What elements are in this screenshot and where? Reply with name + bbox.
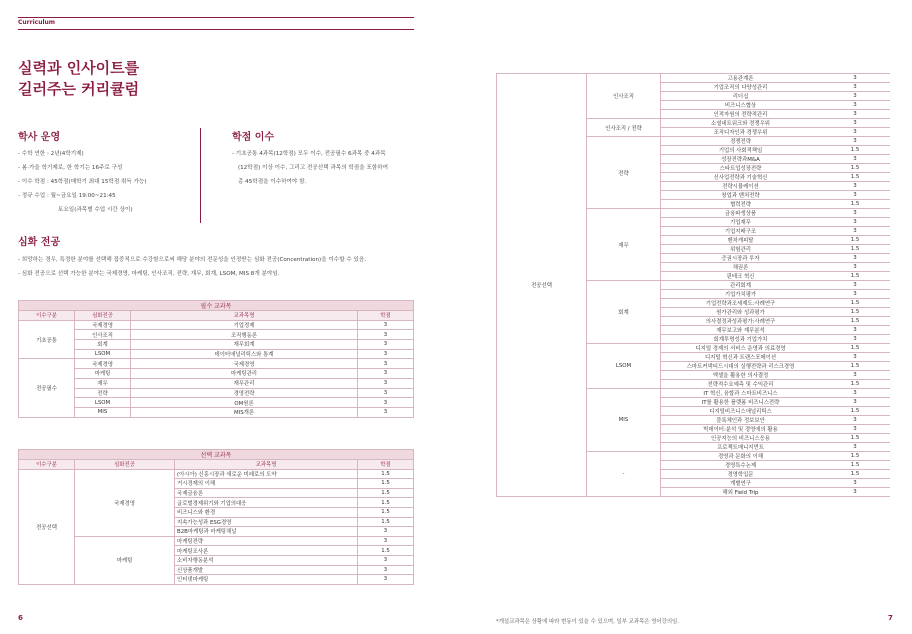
credit-cell: 1.5 (358, 507, 414, 517)
table-row (19, 398, 414, 408)
right-page (456, 0, 912, 634)
course-cell: 인터넷마케팅 (175, 575, 358, 585)
course-cell: 프로젝트매니지먼트 (661, 443, 821, 452)
table-row (497, 74, 891, 83)
major-cell: LSOM (75, 349, 131, 359)
credit-cell: 3 (820, 119, 890, 128)
credit-cell: 3 (820, 92, 890, 101)
credit-cell: 1.5 (820, 452, 890, 461)
course-cell: 신사업전략과 기술혁신 (661, 173, 821, 182)
course-cell: 디지털 경제의 서비스 운영과 의료경영 (661, 344, 821, 353)
academic-item: - 봄·가을 학기제로, 한 학기는 16주로 구성 (18, 165, 123, 171)
section-tag: Curriculum (18, 19, 56, 26)
credit-cell: 1.5 (820, 317, 890, 326)
course-cell: 스마트커넥티드시대의 실행전략과 리스크경영 (661, 362, 821, 371)
elective-courses-table (18, 449, 414, 585)
credits-item: (12학점) 이상 이수, 그리고 전공선택 과목의 학점을 포함하여 (238, 165, 388, 171)
major-cell: MIS (587, 389, 661, 452)
credit-cell: 3 (358, 340, 414, 350)
table-row (19, 320, 414, 330)
major-cell: 국제경영 (75, 469, 175, 536)
course-cell: 디지털 혁신과 트랜스포메이션 (661, 353, 821, 362)
credit-cell: 3 (358, 388, 414, 398)
major-cell: 인사조직 (75, 330, 131, 340)
course-cell: 인적자원의 전략적관리 (661, 110, 821, 119)
table-row (19, 330, 414, 340)
course-cell: 기업재무 (661, 218, 821, 227)
col-header: 심화전공 (75, 460, 175, 470)
credit-cell: 3 (820, 74, 890, 83)
footnote: *개설교과목은 상황에 따라 변동이 있을 수 있으며, 일부 교과목은 영어강의임. (496, 619, 679, 625)
credit-cell: 1.5 (820, 200, 890, 209)
course-cell: 국제금융론 (175, 488, 358, 498)
course-cell: 마케팅관리 (131, 369, 358, 379)
credit-cell: 3 (358, 555, 414, 565)
concentration-item: - 희망하는 경우, 특정한 분야를 선택해 집중적으로 수강함으로써 해당 분야의 전문성을 인정받는 심화 전공(Concentration)을 이수할 수 있음. (18, 257, 367, 263)
course-cell: 지속가능성과 ESG경영 (175, 517, 358, 527)
course-cell: 개별연구 (661, 479, 821, 488)
course-cell: OM원론 (131, 398, 358, 408)
col-header: 교과목명 (175, 460, 358, 470)
course-cell: 소셜네트워크와 경쟁우위 (661, 119, 821, 128)
course-cell: 기업지배구조 (661, 227, 821, 236)
elective-table-caption: 선택 교과목 (19, 450, 414, 460)
required-courses-table (18, 300, 414, 418)
table-row (19, 369, 414, 379)
credit-cell: 1.5 (820, 173, 890, 182)
credit-cell: 3 (820, 83, 890, 92)
concentration-item: - 심화 전공으로 선택 가능한 분야는 국제경영, 마케팅, 인사조직, 전략, 재무, 회계, LSOM, MIS 8개 분야임. (18, 271, 280, 277)
credit-cell: 1.5 (820, 236, 890, 245)
credit-cell: 3 (820, 281, 890, 290)
course-cell: 기업가치평가 (661, 290, 821, 299)
table-row (19, 469, 414, 479)
major-cell: - (587, 452, 661, 497)
course-cell: 리더십 (661, 92, 821, 101)
course-cell: 경영전략 (131, 388, 358, 398)
course-cell: 경쟁전략 (661, 137, 821, 146)
credit-cell: 3 (358, 320, 414, 330)
credit-cell: 3 (358, 369, 414, 379)
page-number-right: 7 (888, 614, 893, 622)
course-cell: 인공지능의 비즈니스응용 (661, 434, 821, 443)
credit-cell: 3 (358, 565, 414, 575)
page-headline (18, 58, 139, 100)
major-cell: LSOM (75, 398, 131, 408)
category-cell: 전공선택 (19, 469, 75, 584)
course-cell: 재무보고와 재무분석 (661, 326, 821, 335)
major-cell: 마케팅 (75, 369, 131, 379)
course-cell: 성장전략과M&A (661, 155, 821, 164)
major-cell: 국제경영 (75, 320, 131, 330)
credit-cell: 1.5 (358, 546, 414, 556)
credit-cell: 1.5 (820, 308, 890, 317)
credit-cell: 1.5 (358, 479, 414, 489)
credit-cell: 1.5 (820, 380, 890, 389)
course-cell: 거시경제의 이해 (175, 479, 358, 489)
course-cell: 원가관리와 성과평가 (661, 308, 821, 317)
credit-cell: 1.5 (820, 407, 890, 416)
table-row (19, 536, 414, 546)
course-cell: 위험관리 (661, 245, 821, 254)
major-cell: 회계 (75, 340, 131, 350)
credit-cell: 3 (820, 353, 890, 362)
concentration-list (18, 253, 418, 281)
major-cell: LSOM (587, 344, 661, 389)
course-cell: 국제경영 (131, 359, 358, 369)
credit-cell: 3 (820, 335, 890, 344)
course-cell: 회계투명성과 기업가치 (661, 335, 821, 344)
course-cell: 관리회계 (661, 281, 821, 290)
top-rule (18, 17, 414, 18)
credit-cell: 3 (820, 290, 890, 299)
col-header: 이수구분 (19, 460, 75, 470)
course-cell: MIS개론 (131, 407, 358, 417)
credit-cell: 3 (820, 110, 890, 119)
academic-item: - 수학 연한 : 2년(4학기제) (18, 151, 84, 157)
major-cell: MIS (75, 407, 131, 417)
major-cell: 회계 (587, 281, 661, 344)
credit-cell: 1.5 (820, 146, 890, 155)
table-row (19, 378, 414, 388)
table-row (19, 340, 414, 350)
credit-cell: 1.5 (820, 461, 890, 470)
credit-cell: 3 (820, 443, 890, 452)
course-cell: 협력전략 (661, 200, 821, 209)
col-header: 학점 (358, 460, 414, 470)
required-table-caption: 필수 교과목 (19, 301, 414, 311)
course-cell: 소비자행동분석 (175, 555, 358, 565)
credit-cell: 3 (820, 398, 890, 407)
category-cell: 전공필수 (19, 359, 75, 417)
course-cell: 해외 Field Trip (661, 488, 821, 497)
course-cell: 엑셀을 활용한 의사결정 (661, 371, 821, 380)
credit-cell: 3 (358, 378, 414, 388)
academic-title: 학사 운영 (18, 132, 61, 143)
credit-cell: 3 (820, 488, 890, 497)
credit-cell: 3 (820, 191, 890, 200)
credit-cell: 3 (820, 389, 890, 398)
credit-cell: 3 (820, 227, 890, 236)
course-cell: 핀테크 혁신 (661, 272, 821, 281)
credit-cell: 3 (820, 137, 890, 146)
credit-cell: 3 (358, 575, 414, 585)
course-cell: 전략적수요예측 및 수익관리 (661, 380, 821, 389)
table-row (19, 407, 414, 417)
course-cell: 기업의 사회적책임 (661, 146, 821, 155)
credit-cell: 1.5 (820, 299, 890, 308)
credits-list (232, 147, 388, 189)
course-cell: 재무관리 (131, 378, 358, 388)
credit-cell: 1.5 (820, 344, 890, 353)
course-cell: 조직디자인과 경쟁우위 (661, 128, 821, 137)
credit-cell: 3 (820, 479, 890, 488)
table-row (19, 349, 414, 359)
credit-cell: 1.5 (358, 498, 414, 508)
credit-cell: 3 (358, 330, 414, 340)
credit-cell: 3 (820, 326, 890, 335)
credits-item: - 기초공통 4과목(12학점) 모두 이수, 전공필수 6과목 중 4과목 (232, 151, 386, 157)
course-cell: 창업과 벤처전략 (661, 191, 821, 200)
credit-cell: 3 (820, 254, 890, 263)
credit-cell: 1.5 (358, 517, 414, 527)
elective-courses-table-continued (496, 73, 890, 497)
course-cell: 글로벌경제위기와 기업의대응 (175, 498, 358, 508)
course-cell: 금융파생상품 (661, 209, 821, 218)
course-cell: 기업전략과조세제도:사례연구 (661, 299, 821, 308)
credit-cell: 3 (358, 407, 414, 417)
academic-item: - 이수 학점 : 45학점(매학기 최대 15학점 취득 가능) (18, 179, 147, 185)
credit-cell: 1.5 (358, 469, 414, 479)
course-cell: 마케팅조사론 (175, 546, 358, 556)
course-cell: 경영과 문화의 이해 (661, 452, 821, 461)
major-cell: 전략 (587, 137, 661, 209)
credit-cell: 1.5 (358, 488, 414, 498)
course-cell: 블록체인과 정보보안 (661, 416, 821, 425)
credit-cell: 3 (358, 527, 414, 537)
credit-cell: 3 (820, 155, 890, 164)
course-cell: (아시아) 신흥시장과 새로운 미래로의 도약 (175, 469, 358, 479)
col-header: 교과목명 (131, 311, 358, 321)
major-cell: 재무 (587, 209, 661, 281)
course-cell: 재무회계 (131, 340, 358, 350)
credit-cell: 1.5 (820, 164, 890, 173)
credit-cell: 3 (358, 398, 414, 408)
course-cell: 경영학입문 (661, 470, 821, 479)
major-cell: 인사조직 / 전략 (587, 119, 661, 137)
credit-cell: 3 (820, 128, 890, 137)
academic-item: 토요일(과목별 수업 시간 상이) (58, 207, 133, 213)
section-rule (18, 29, 414, 30)
credit-cell: 3 (820, 218, 890, 227)
credit-cell: 3 (358, 359, 414, 369)
concentration-title: 심화 전공 (18, 237, 61, 248)
headline-line-1: 실력과 인사이트를 (18, 59, 140, 77)
course-cell: 벤처캐피탈 (661, 236, 821, 245)
credit-cell: 3 (358, 349, 414, 359)
course-cell: 전략시뮬레이션 (661, 182, 821, 191)
course-cell: 마케팅전략 (175, 536, 358, 546)
column-divider (200, 128, 201, 223)
course-cell: 디지털비즈니스애널리틱스 (661, 407, 821, 416)
credit-cell: 3 (820, 425, 890, 434)
academic-list (18, 147, 147, 217)
col-header: 학점 (358, 311, 414, 321)
course-cell: IT 혁신, 융합과 스마트비즈니스 (661, 389, 821, 398)
course-cell: 채권론 (661, 263, 821, 272)
category-cell: 기초공통 (19, 320, 75, 359)
credits-item: 총 45학점을 이수하여야 함. (238, 179, 307, 185)
course-cell: IT를 활용한 플랫폼 비즈니스전략 (661, 398, 821, 407)
table-row (19, 388, 414, 398)
major-cell: 마케팅 (75, 536, 175, 584)
credit-cell: 1.5 (820, 362, 890, 371)
credits-title: 학점 이수 (232, 132, 275, 143)
course-cell: 기업조직의 다양성관리 (661, 83, 821, 92)
credit-cell: 3 (820, 209, 890, 218)
credit-cell: 3 (820, 263, 890, 272)
credit-cell: 1.5 (820, 245, 890, 254)
credit-cell: 3 (820, 416, 890, 425)
credit-cell: 1.5 (820, 470, 890, 479)
credit-cell: 3 (820, 371, 890, 380)
course-cell: 빅데이터:분석 및 경영에의 활용 (661, 425, 821, 434)
academic-item: - 정규 수업 : 월~금요일 19:00~21:45 (18, 193, 116, 199)
course-cell: 조직행동론 (131, 330, 358, 340)
credit-cell: 3 (358, 536, 414, 546)
credit-cell: 1.5 (820, 272, 890, 281)
course-cell: 비즈니스와 환경 (175, 507, 358, 517)
course-cell: 고용관계론 (661, 74, 821, 83)
major-cell: 재무 (75, 378, 131, 388)
course-cell: 증권시장과 투자 (661, 254, 821, 263)
course-cell: 기업경제 (131, 320, 358, 330)
page-number-left: 6 (18, 614, 23, 622)
table-row (19, 359, 414, 369)
course-cell: 경영특수논제 (661, 461, 821, 470)
major-cell: 국제경영 (75, 359, 131, 369)
headline-line-2: 길러주는 커리큘럼 (18, 80, 140, 98)
col-header: 심화전공 (75, 311, 131, 321)
course-cell: 의사결정과성과평가:사례연구 (661, 317, 821, 326)
major-cell: 전략 (75, 388, 131, 398)
course-cell: B2B마케팅과 마케팅채널 (175, 527, 358, 537)
credit-cell: 1.5 (820, 434, 890, 443)
course-cell: 데이터애널리틱스와 통계 (131, 349, 358, 359)
course-cell: 신상품개발 (175, 565, 358, 575)
col-header: 이수구분 (19, 311, 75, 321)
credit-cell: 3 (820, 101, 890, 110)
category-cell: 전공선택 (497, 74, 587, 497)
credit-cell: 3 (820, 182, 890, 191)
major-cell: 인사조직 (587, 74, 661, 119)
course-cell: 스타트업성장전략 (661, 164, 821, 173)
course-cell: 비즈니스협상 (661, 101, 821, 110)
